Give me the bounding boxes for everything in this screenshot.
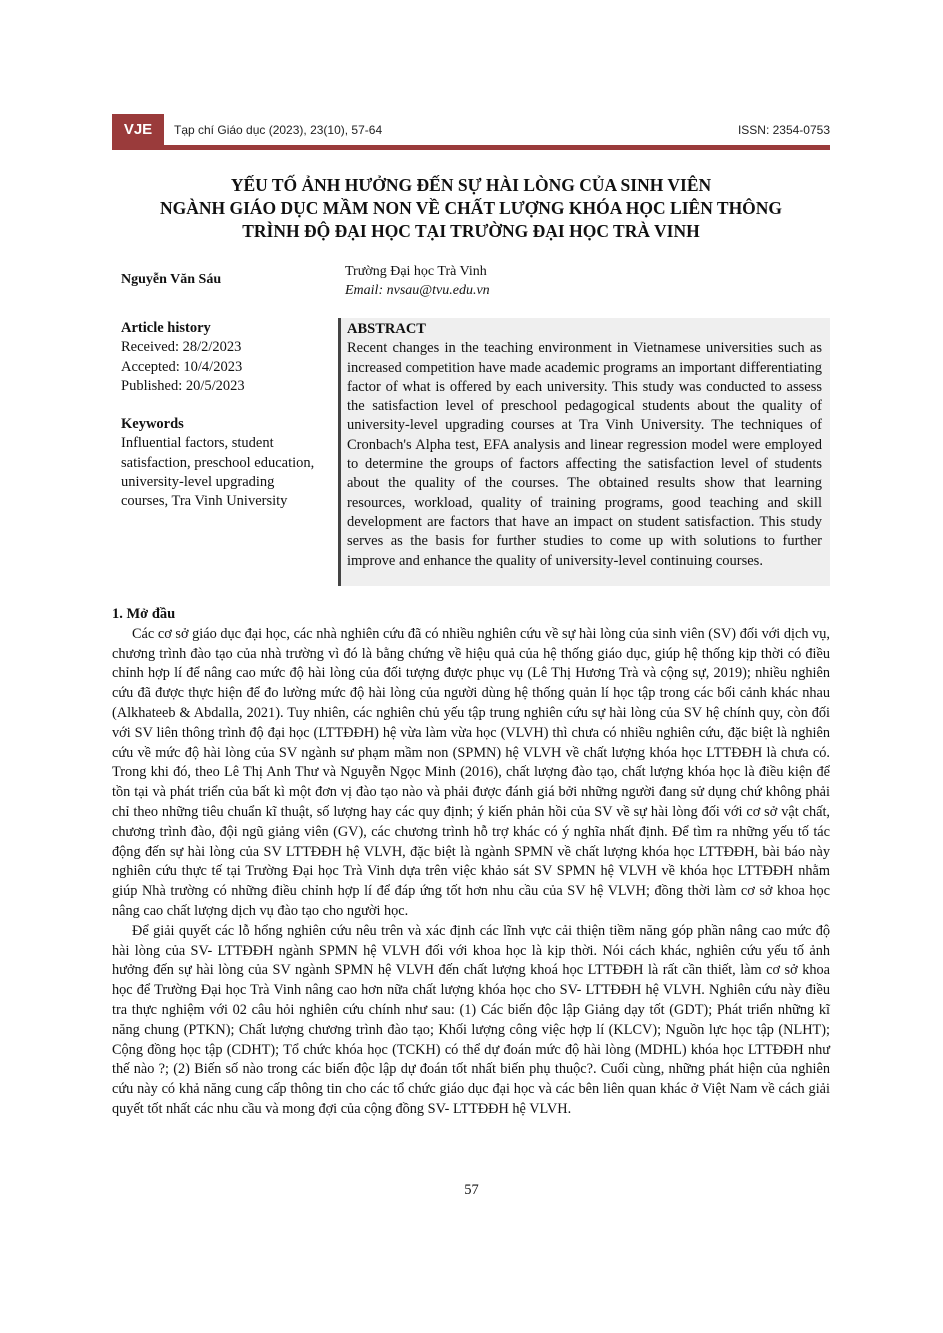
keywords-text: Influential factors, student satisfaction, preschool education, university-level upgrading courses, Tra Vinh University: [121, 435, 315, 510]
author-email: Email: nvsau@tvu.edu.vn: [345, 283, 490, 298]
paragraph: Để giải quyết các lỗ hổng nghiên cứu nêu trên và xác định các lĩnh vực cải thiện tiềm năng góp phần nâng cao mức độ hài lòng của SV- LTTĐĐH ngành SPMN hệ VLVH đối với khoa học là kịp thời. Nói cách khác, nghiên cứu yếu tố ảnh hưởng đến sự hài lòng của SV ngành SPMN hệ VLVH đến chất lượng khoá học LTTĐĐH là rất cần thiết, làm cơ sở khoa học để Trường Đại học Trà Vinh nâng cao hơn nữa chất lượng khóa học cho SV- LTTĐĐH hệ VLVH. Nghiên cứu này điều tra thực nghiệm với 02 câu hỏi nghiên cứu chính như sau: (1) Các biến độc lập Giảng dạy tốt (GDT); Phát triển những kĩ năng chung (PTKN); Chất lượng chương trình đào tạo; Khối lượng công việc hợp lí (KLCV); Nguồn lực học tập (NLHT); Cộng đồng học tập (CDHT); Tổ chức khóa học (TCKH) có thể dự đoán mức độ hài lòng (MDHL) khóa học LTTĐĐH như thế nào ?; (2) Biến số nào trong các biến độc lập dự đoán tốt nhất biến phụ thuộc?. Cuối cùng, những phát hiện của nghiên cứu này có khả năng cung cấp thông tin cho các tổ chức giáo dục đại học và các bên liên quan khác ở Việt Nam về cách giải quyết tốt nhất các nhu cầu và mong đợi của cộng đồng SV- LTTĐĐH hệ VLVH.: [112, 922, 830, 1117]
title-line: NGÀNH GIÁO DỤC MẦM NON VỀ CHẤT LƯỢNG KHÓA HỌC LIÊN THÔNG: [159, 198, 783, 218]
section-heading: 1. Mở đầu: [112, 606, 176, 622]
running-header: [112, 114, 830, 150]
paragraph: Các cơ sở giáo dục đại học, các nhà nghiên cứu đã có nhiều nghiên cứu về sự hài lòng của sinh viên (SV) đối với dịch vụ, chương trình đào tạo của nhà trường vì đó là bằng chứng về hiệu quả của hệ thống giáo dục, giúp hệ thống kịp thời có điều chỉnh hợp lí để nâng cao mức độ hài lòng của đối tượng được phục vụ (Lê Thị Hương Trà và cộng sự, 2019); nhiều nghiên cứu đã được thực hiện để đo lường mức độ hài lòng của người dùng hệ thống quản lí học tập trong các bối cảnh khác nhau (Alkhateeb & Abdalla, 2021). Tuy nhiên, các nghiên chủ yếu tập trung nghiên cứu sự hài lòng của SV hệ chính quy, còn đối với SV liên thông trình độ đại học (LTTĐĐH) hệ vừa làm vừa học (VLVH) thì chưa có nhiều nghiên cứu, đặc biệt là nghiên cứu về mức độ hài lòng của SV ngành sư phạm mầm non (SPMN) hệ VLVH về chất lượng khóa học LTTĐĐH là chưa có. Trong khi đó, theo Lê Thị Anh Thư và Nguyễn Ngọc Minh (2016), chất lượng đào tạo, chất lượng khóa học là điều kiện để tồn tại và phát triển của bất kì một đơn vị đào tạo nào và phải được đánh giá bởi những người đang sử dụng chứ không phải chỉ theo những tiêu chuẩn kĩ thuật, số lượng hay các quy định; ý kiến phản hồi của SV về sự hài lòng đối với cơ sở vật chất, chương trình đào, đội ngũ giảng viên (GV), các chương trình hỗ trợ khác có ý nghĩa nhất định. Để tìm ra những yếu tố tác động đến sự hài lòng của SV LTTĐĐH hệ VLVH, đặc biệt là ngành SPMN về chất lượng khóa học LTTĐĐH, bài báo này nghiên cứu thực tế tại Trường Đại học Trà Vinh dựa trên việc khảo sát SV SPMN hệ VLVH về khóa học LTTĐĐH nhằm giúp Nhà trường có những điều chỉnh hợp lí để đáp ứng tốt hơn nhu cầu của SV hệ VLVH; đồng thời làm cơ sở khoa học nâng cao chất lượng dịch vụ đào tạo cho người học.: [112, 625, 830, 919]
abstract-text: Recent changes in the teaching environment in Vietnamese universities such as increased competition have made academic programs an important differentiating factor of what is offered by each university. This study was conducted to assess the satisfaction level of preschool pedagogical students about the quality of university-level upgrading courses at Tra Vinh University. The techniques of Cronbach's Alpha test, EFA analysis and linear regression model were employed to determine the groups of factors affecting the satisfaction level of students about the quality of the courses. The obtained results show that learning resources, workload, quality of training programs, good teaching and skill development are factors that have an impact on student satisfaction. This study serves as the basis for further studies to come up with solutions to further improve and enhance the quality of university-level continuing courses.: [347, 340, 822, 569]
title-line: YẾU TỐ ẢNH HƯỞNG ĐẾN SỰ HÀI LÒNG CỦA SINH VIÊN: [230, 175, 712, 195]
abstract-box: [338, 318, 830, 586]
received-date: Received: 28/2/2023: [121, 339, 242, 356]
published-date: Published: 20/5/2023: [121, 377, 245, 394]
journal-citation: Tạp chí Giáo dục (2023), 23(10), 57-64: [174, 123, 383, 137]
title-line: TRÌNH ĐỘ ĐẠI HỌC TẠI TRƯỜNG ĐẠI HỌC TRÀ VINH: [242, 221, 700, 241]
affiliation: Trường Đại học Trà Vinh: [345, 264, 487, 279]
article-history-heading: Article history: [121, 320, 211, 336]
page-number: 57: [464, 1182, 479, 1198]
author-name: Nguyễn Văn Sáu: [121, 272, 222, 287]
accepted-date: Accepted: 10/4/2023: [121, 358, 243, 375]
article-body: [112, 605, 830, 1120]
article-title: [112, 174, 830, 243]
article-sidebar: [121, 319, 321, 512]
abstract-heading: ABSTRACT: [347, 321, 426, 337]
issn: ISSN: 2354-0753: [737, 123, 830, 137]
journal-logo: VJE: [112, 114, 164, 145]
keywords-heading: Keywords: [121, 416, 184, 433]
author-affiliation: [345, 262, 490, 300]
